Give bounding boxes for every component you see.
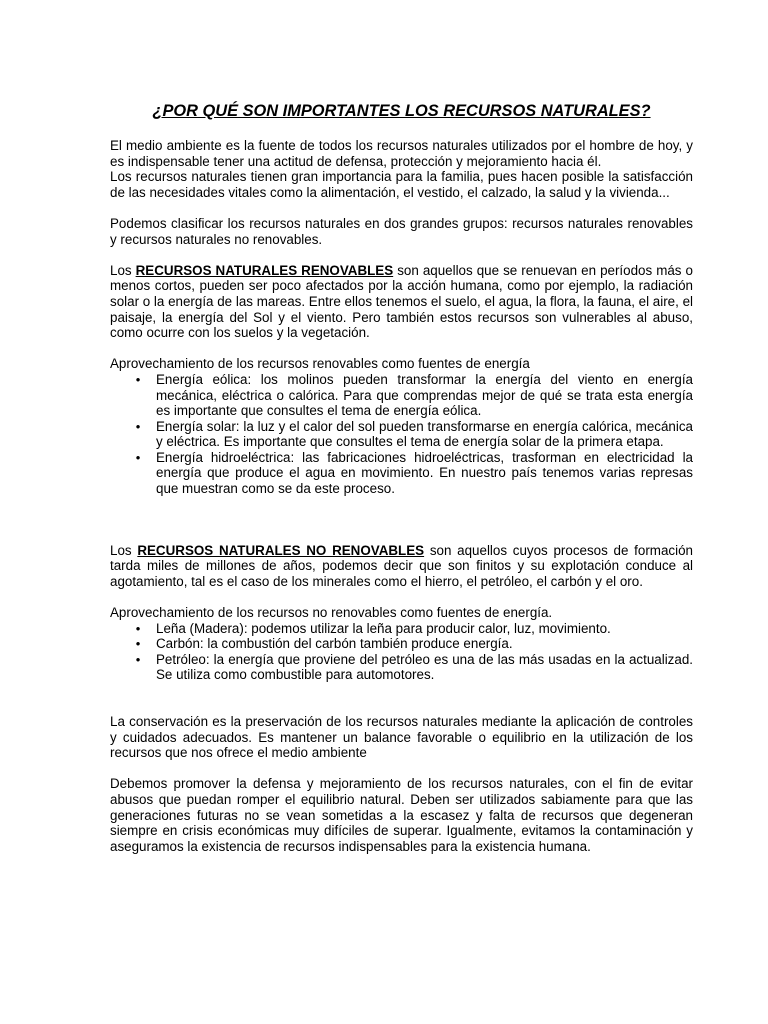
spacer xyxy=(110,497,693,543)
renewable-prefix: Los xyxy=(110,262,132,278)
nonrenewable-text: son aquellos cuyos procesos de formación tarda miles de millones de años, podemos decir que son finitos y su explotación conduce al agotamiento, tal es el caso de los minerales como el hierro, el petróleo, el carbón y el oro. xyxy=(110,542,693,589)
nonrenewable-keyword: RECURSOS NATURALES NO RENOVABLES xyxy=(137,542,425,558)
spacer xyxy=(110,200,693,216)
conservation-paragraph: La conservación es la preservación de los recursos naturales mediante la aplicación de controles y cuidados adecuados. Es mantener un balance favorable o equilibrio en la utilización de los recursos que nos ofrece el medio ambiente xyxy=(110,714,693,761)
intro-paragraph-2: Los recursos naturales tienen gran importancia para la familia, pues hacen posible la satisfacción de las necesidades vitales como la alimentación, el vestido, el calzado, la salud y la vivienda... xyxy=(110,169,693,200)
list-item-text: Carbón: la combustión del carbón también produce energía. xyxy=(156,636,513,652)
spacer xyxy=(110,761,693,777)
bullet-icon: • xyxy=(135,449,141,465)
renewable-paragraph xyxy=(110,263,693,341)
list-item-text: Energía solar: la luz y el calor del sol pueden transformarse en energía calórica, mecánica y eléctrica. Es importante que consultes el tema de energía solar de la primera etapa. xyxy=(156,418,693,450)
nonrenewable-prefix: Los xyxy=(110,542,132,558)
nonrenewable-uses-heading: Aprovechamiento de los recursos no renovables como fuentes de energía. xyxy=(110,605,553,621)
list-item-text: Leña (Madera): podemos utilizar la leña para producir calor, luz, movimiento. xyxy=(156,620,611,636)
list-item xyxy=(135,371,693,419)
list-item xyxy=(135,449,693,497)
closing-paragraph: Debemos promover la defensa y mejoramiento de los recursos naturales, con el fin de evitar abusos que puedan romper el equilibrio natural. Deben ser utilizados sabiamente para que las generaciones futuras no se vean sometidas a la escasez y falta de recursos que degeneran siempre en crisis económicas muy difíciles de superar. Igualmente, evitamos la contaminación y aseguramos la existencia de recursos indispensables para la existencia humana. xyxy=(110,776,693,854)
bullet-icon: • xyxy=(135,620,141,636)
spacer xyxy=(110,341,693,357)
bullet-icon: • xyxy=(135,418,141,434)
nonrenewable-paragraph xyxy=(110,543,693,590)
renewable-uses-heading: Aprovechamiento de los recursos renovables como fuentes de energía xyxy=(110,356,530,372)
intro-paragraph-1: El medio ambiente es la fuente de todos los recursos naturales utilizados por el hombre de hoy, y es indispensable tener una actitud de defensa, protección y mejoramiento hacia él. xyxy=(110,138,693,169)
list-item xyxy=(135,636,693,652)
document-title: ¿POR QUÉ SON IMPORTANTES LOS RECURSOS NATURALES? xyxy=(152,102,651,120)
list-item xyxy=(135,418,693,450)
renewable-uses-list xyxy=(110,372,693,497)
bullet-icon: • xyxy=(135,651,141,667)
renewable-text: son aquellos que se renuevan en períodos más o menos cortos, pueden ser poco afectados por la acción humana, como por ejemplo, la radiación solar o la energía de las mareas. Entre ellos tenemos el suelo, el agua, la flora, la fauna, el aire, el paisaje, la energía del Sol y el viento. Pero también estos recursos son vulnerables al abuso, como ocurre con los suelos y la vegetación. xyxy=(110,262,693,341)
spacer xyxy=(110,589,693,605)
spacer xyxy=(110,247,693,263)
list-item-text: Petróleo: la energía que proviene del petróleo es una de las más usadas en la actualizad. Se utiliza como combustible para automotores. xyxy=(156,651,693,683)
list-item xyxy=(135,651,693,683)
classification-paragraph: Podemos clasificar los recursos naturales en dos grandes grupos: recursos naturales renovables y recursos naturales no renovables. xyxy=(110,215,693,247)
list-item xyxy=(135,620,693,637)
bullet-icon: • xyxy=(135,371,141,387)
spacer xyxy=(110,683,693,714)
bullet-icon: • xyxy=(135,636,141,652)
list-item-text: Energía hidroeléctrica: las fabricaciones hidroeléctricas, trasforman en electricidad la energía que produce el agua en movimiento. En nuestro país tenemos varias represas que muestran como se da este proceso. xyxy=(156,449,693,497)
nonrenewable-uses-list xyxy=(110,621,693,683)
renewable-keyword: RECURSOS NATURALES RENOVABLES xyxy=(135,262,394,278)
document-page xyxy=(110,101,693,854)
list-item-text: Energía eólica: los molinos pueden transformar la energía del viento en energía mecánica, eléctrica o calórica. Para que comprendas mejor de qué se trata esta energía es importante que consultes el tema de energía eólica. xyxy=(156,371,693,419)
